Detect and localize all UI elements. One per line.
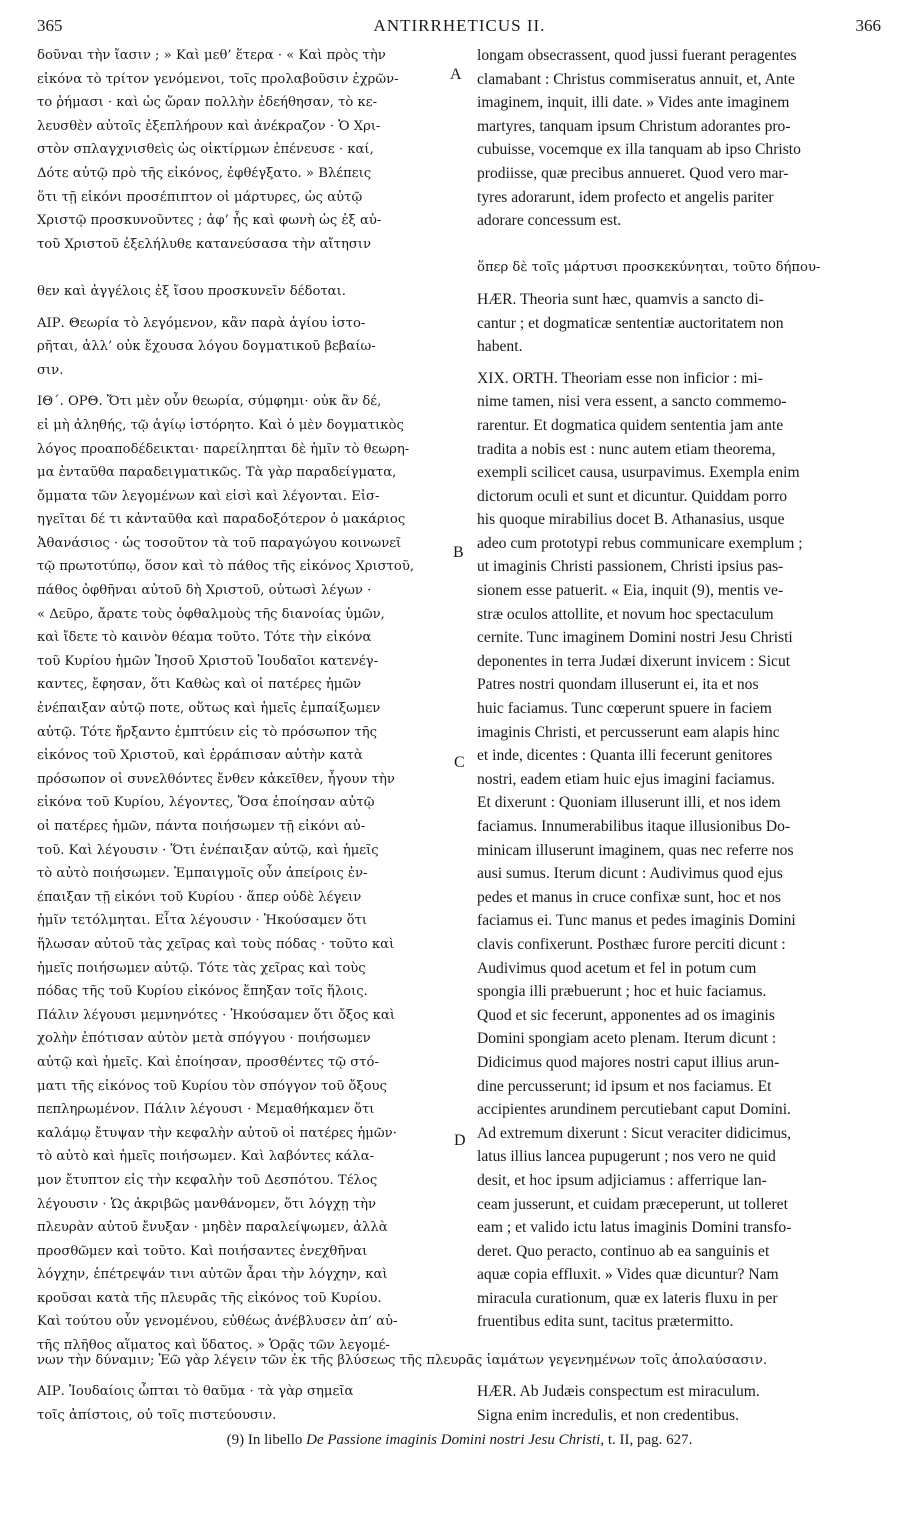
text-line: martyres, tanquam ipsum Christum adorantes pro- [477,117,791,135]
text-line: stræ oculos attollite, et novum hoc spectaculum [477,605,774,623]
margin-marker-d: D [454,1132,466,1149]
text-line: exempli scilicet causa, usurpavimus. Exempla enim [477,464,800,482]
latin-paragraph-1 [477,44,881,233]
text-line: accipientes arundinem percutiebant caput Domini. [477,1101,791,1119]
text-line: ut imaginis Christi passionem, Christi ipsius pas- [477,558,784,576]
text-line: adorare concessum est. [477,212,622,230]
text-line: Quod et sic fecerunt, apponentes ad os imaginis [477,1006,775,1024]
text-line: πάθος ὀφθῆναι αὐτοῦ δὴ Χριστοῦ, οὑτωσὶ λέγων · [37,583,372,599]
text-line: nime tamen, nisi vera essent, a sancto commemo- [477,393,787,411]
page-number-left: 365 [37,16,63,35]
text-line: τὸ αὐτὸ καὶ ἡμεῖς ποιήσωμεν. Καὶ λαβόντες κάλα- [37,1149,375,1165]
latin-paragraph-3 [477,367,881,1334]
text-line: prodiisse, quæ precibus annueret. Quod vero mar- [477,164,789,182]
text-line: faciamus. Innumerabilibus itaque illusionibus Do- [477,818,791,835]
latin-column [477,44,881,1334]
text-line: σιν. [37,362,64,378]
text-line: καλάμῳ ἔτυψαν τὴν κεφαλὴν αὐτοῦ οἱ πατέρες ἡμῶν· [37,1125,397,1141]
text-line: ΑΙΡ. Θεωρία τὸ λεγόμενον, κἂν παρὰ ἁγίου ἱστο- [37,315,366,331]
text-line: sionem esse patuerit. « Eia, inquit (9), mentis ve- [477,582,784,600]
text-line: adeo cum prototypi rebus communicare exemplum ; [477,534,803,552]
greek-spanning-line-1: ὅπερ δὲ τοῖς μάρτυσι προσκεκύνηται, τοῦτο δήπου- [477,260,821,275]
text-line: eam ; et valido ictu latus imaginis Domini transfo- [477,1219,792,1237]
text-line: ἡμεῖς ποιήσωμεν αὐτῷ. Τότε τὰς χεῖρας καὶ τοὺς [37,960,366,976]
text-line: Πάλιν λέγουσι μεμνηνότες · Ἠκούσαμεν ὅτι ὄξος καὶ [37,1007,395,1023]
footnote-title: De Passione imaginis Domini nostri Jesu Christi [306,1432,601,1448]
footnote [0,1432,919,1449]
text-line: ρῆται, ἀλλ’ οὐκ ἔχουσα λόγου δογματικοῦ βεβαίω- [37,339,376,355]
margin-marker-b: B [453,544,464,561]
text-line: λόγος προαποδέδεικται· παρείληπται δὲ ἡμῖν τὸ θεωρη- [37,441,410,457]
greek-spanning-line-2: νων τὴν δύναμιν; Ἐῶ γὰρ λέγειν τῶν ἐκ τῆς βλύσεως τῆς πλευρᾶς ἰαμάτων γεγενημένων τοῖς ἀπολαύσασιν. [37,1353,768,1368]
text-line: πόδας τῆς τοῦ Κυρίου εἰκόνος ἔπηξαν τοῖς ἥλοις. [37,984,368,1000]
text-line: λόγχην, ἐπέτρεψάν τινι αὐτῶν ἆραι τὴν λόγχην, καὶ [37,1267,388,1283]
text-line: μα ἐνταῦθα παραδειγματικῶς. Τὰ γὰρ παραδείγματα, [37,465,397,481]
text-line: το ῥήμασι · καὶ ὡς ὥραν πολλὴν ἐδεήθησαν, τὸ κε- [37,95,378,111]
text-line: XIX. ORTH. Theoriam esse non inficior : mi- [477,369,763,387]
text-line: cubuisse, vocemque ex illa tanquam ab ipso Christo [477,141,801,159]
text-line: Ἀθανάσιος · ὡς τοσοῦτον τὰ τοῦ παραγώγου κοινωνεῖ [37,535,402,551]
text-line: ausi sumus. Iterum dicunt : Audivimus quod ejus [477,865,783,883]
text-line: dine percusserunt; id ipsum et nos faciamus. Et [477,1077,772,1095]
text-line: λευσθὲν αὐτοῖς ἐξεπλήρουν καὶ ἀνέκραζον · Ὁ Χρι- [37,118,381,134]
greek-column [37,44,459,1358]
text-line: « Δεῦρο, ἄρατε τοὺς ὀφθαλμοὺς τῆς διανοίας ὑμῶν, [37,606,385,622]
footnote-suffix: , t. II, pag. 627. [600,1432,693,1448]
text-line: τοῦ. Καὶ λέγουσιν · Ὅτι ἐνέπαιξαν αὐτῷ, καὶ ἡμεῖς [37,842,379,858]
text-line: λέγουσιν · Ὡς ἀκριβῶς μανθάνομεν, ὅτι λόγχῃ τὴν [37,1196,377,1212]
text-line: imaginis Christi, et percusserunt eam alapis hinc [477,723,780,741]
text-line: deret. Quo peracto, continuo ab ea sanguinis et [477,1242,770,1260]
text-line: faciamus ei. Tunc manus et pedes imaginis Domini [477,912,796,930]
text-line: cantur ; et dogmaticæ sententiæ auctoritatem non [477,314,784,332]
text-line: οἱ πατέρες ἡμῶν, πάντα ποιήσωμεν τῇ εἰκόνι αὐ- [37,819,366,834]
text-line: πρόσωπον οἱ συνελθόντες ἔνθεν κἀκεῖθεν, ἦγουν τὴν [37,771,395,787]
text-line: μον ἔτυπτον εἰς τὴν κεφαλὴν τοῦ Δεσπότου. Τέλος [37,1172,378,1188]
text-line: ὅτι τῇ εἰκόνι προσέπιπτον οἱ μάρτυρες, ὡς αὐτῷ [37,189,363,205]
page-number-right: 366 [855,16,881,35]
greek-span-placeholder [37,256,459,280]
greek-paragraph-1-end: θεν καὶ ἀγγέλοις ἐξ ἴσου προσκυνεῖν δέδοται. [37,283,346,299]
text-line: ἡμῖν τετόλμηται. Εἶτα λέγουσιν · Ἠκούσαμεν ὅτι [37,913,368,929]
text-line: Δότε αὐτῷ πρὸ τῆς εἰκόνος, ἐφθέγξατο. » Βλέπεις [37,165,372,181]
text-line: Χριστῷ προσκυνοῦντες ; ἀφ’ ἧς καὶ φωνὴ ὡς ἐξ αὐ- [37,213,382,229]
text-line: έπαιξαν τῇ εἰκόνι τοῦ Κυρίου · ἅπερ οὐδὲ λέγειν [37,889,362,905]
text-line: minicam illuserunt imaginem, quas nec referre nos [477,841,794,859]
latin-paragraph-4 [477,1380,881,1427]
text-line: desit, et hoc ipsum adjiciamus : afferrique lan- [477,1171,767,1189]
running-title: ANTIRRHETICUS II. [373,16,546,35]
margin-marker-c: C [454,754,465,771]
text-line: Domini spongiam aceto plenam. Iterum dicunt : [477,1030,777,1048]
text-line: imaginem, inquit, illi date. » Vides ante imaginem [477,94,790,112]
text-line: clamabant : Christus commiseratus annuit, et, Ante [477,70,795,88]
text-line: εἰ μὴ ἀληθής, τῷ ἁγίῳ ἱστόρητο. Καὶ ὁ μὲν δογματικὸς [37,417,404,433]
greek-paragraph-1 [37,44,459,256]
text-line: τοῦ Κυρίου ἡμῶν Ἰησοῦ Χριστοῦ Ἰουδαῖοι κατενέγ- [37,653,379,669]
text-line: spongia illi præbuerunt ; hoc et huic faciamus. [477,983,767,1001]
text-line: χολὴν ἐπότισαν αὐτὸν μετὰ σπόγγου · ποιήσωμεν [37,1031,371,1047]
greek-paragraph-4 [37,1380,459,1427]
text-line: clavis confixerunt. Posthæc furore perciti dicunt : [477,935,786,953]
text-line: his quoque mirabilius docet B. Athanasius, usque [477,511,785,529]
text-line: ceam jusserunt, et cuidam præceperunt, ut tolleret [477,1195,788,1213]
text-line: καντες, ἔφησαν, ὅτι Καθὼς καὶ οἱ πατέρες ἡμῶν [37,677,362,693]
text-line: ΑΙΡ. Ἰουδαίοις ὦπται τὸ θαῦμα · τὰ γὰρ σημεῖα [37,1384,354,1399]
text-line: latus illius lancea pupugerunt ; nos vero ne quid [477,1148,776,1166]
text-line: cernite. Tunc imaginem Domini nostri Jesu Christi [477,629,793,647]
text-line: huic faciamus. Tunc cœperunt spuere in faciem [477,700,772,718]
text-line: aquæ copia effluxit. » Vides quæ dicuntur? Nam [477,1266,779,1284]
text-line: tradita a nobis est : nunc autem etiam theorema, [477,440,776,458]
text-line: Καὶ τούτου οὖν γενομένου, εὐθέως ἀνέβλυσεν ἀπ’ αὐ- [37,1314,398,1330]
text-line: ἥλωσαν αὐτοῦ τὰς χεῖρας καὶ τοὺς πόδας · τοῦτο καὶ [37,936,395,952]
text-line: Et dixerunt : Quoniam illuserunt illi, et nos idem [477,794,781,812]
greek-paragraph-3 [37,390,459,1357]
text-line: κροῦσαι κατὰ τῆς πλευρᾶς τῆς εἰκόνος τοῦ Κυρίου. [37,1290,382,1306]
text-line: Didicimus quod majores nostri caput illius arun- [477,1053,780,1071]
text-line: ηγεῖται δέ τι κἀνταῦθα καὶ παραδοξότερον ὁ μακάριος [37,512,406,528]
text-line: tyres adorarunt, idem profecto et angelis pariter [477,188,774,206]
text-line: ἐνέπαιξαν αὐτῷ ποτε, οὕτως καὶ ἡμεῖς ἐμπαίξωμεν [37,701,381,717]
text-line: Signa enim incredulis, et non credentibus. [477,1406,740,1424]
text-line: HÆR. Ab Judæis conspectum est miraculum. [477,1383,760,1400]
latin-paragraph-2 [477,288,881,359]
text-line: nostri, eadem etiam huic ejus imagini faciamus. [477,770,775,788]
text-line: δοῦναι τὴν ἴασιν ; » Καὶ μεθ’ ἕτερα · « Καὶ πρὸς τὴν [37,48,386,63]
text-line: τῆς πλῆθος αἵματος καὶ ὕδατος. » Ὁρᾷς τῶν λεγομέ- [37,1338,390,1354]
text-line: pedes et manus in cruce confixæ sunt, hoc et nos [477,888,782,906]
text-line: εἰκόνα τοῦ Κυρίου, λέγοντες, Ὅσα ἐποίησαν αὐτῷ [37,795,375,811]
text-line: Audivimus quod acetum et fel in potum cum [477,959,757,977]
text-line: habent. [477,338,523,356]
margin-marker-a: A [450,66,462,83]
text-line: miracula curationum, quæ ex lateris fluxu in per [477,1289,778,1307]
text-line: deponentes in terra Judæi dixerunt invicem : Sicut [477,652,791,670]
text-line: HÆR. Theoria sunt hæc, quamvis a sancto di- [477,290,764,308]
text-line: longam obsecrassent, quod jussi fuerant peragentes [477,47,797,64]
text-line: Patres nostri quondam illuserunt ei, ita et nos [477,676,759,694]
text-line: τοῖς ἀπίστοις, οὐ τοῖς πιστεύουσιν. [37,1407,277,1423]
text-line: πλευρὰν αὐτοῦ ἔνυξαν · μηδὲν παραλείψωμεν, ἀλλὰ [37,1220,388,1236]
text-line: τὸ αὐτὸ ποιήσωμεν. Ἐμπαιγμοῖς οὖν ἀπείροις ἐν- [37,866,368,882]
text-line: ὄμματα τῶν λεγομένων καὶ εἰσὶ καὶ λέγονται. Εἰσ- [37,488,380,504]
text-line: τῷ πρωτοτύπῳ, ὅσον καὶ τὸ πάθος τῆς εἰκόνος Χριστοῦ, [37,559,415,575]
page-header [0,16,919,46]
text-line: ΙΘ΄. ΟΡΘ. Ὅτι μὲν οὖν θεωρία, σύμφημι· οὐκ ἂν δέ, [37,394,382,410]
text-line: fruentibus edita sunt, tacitus prætermitto. [477,1313,734,1331]
text-line: πεπληρωμένον. Πάλιν λέγουσι · Μεμαθήκαμεν ὅτι [37,1102,375,1118]
footnote-prefix: (9) In libello [226,1432,307,1448]
text-line: αὐτῷ. Τότε ἤρξαντο ἐμπτύειν εἰς τὸ πρόσωπον τῆς [37,724,378,740]
text-line: προσθῶμεν καὶ τοῦτο. Καὶ ποιήσαντες ἐνεχθῆναι [37,1243,368,1259]
text-line: ματι τῆς εἰκόνος τοῦ Κυρίου τὸν σπόγγον τοῦ ὄξους [37,1078,387,1094]
text-line: τοῦ Χριστοῦ ἐξελήλυθε κατανεύσασα τὴν αἴτησιν [37,236,372,252]
text-line: εἰκόνος τοῦ Χριστοῦ, καὶ ἐρράπισαν αὐτὴν κατὰ [37,748,363,764]
text-line: rarentur. Et dogmatica quidem sententia jam ante [477,416,784,434]
text-line: αὐτῷ καὶ ἡμεῖς. Καὶ ἐποίησαν, προσθέντες τῷ στό- [37,1054,379,1070]
text-line: Ad extremum dixerunt : Sicut veraciter didicimus, [477,1124,791,1142]
text-line: et inde, dicentes : Quanta illi fecerunt genitores [477,747,773,765]
text-line: dictorum oculi et sunt et dicuntur. Quiddam porro [477,487,788,505]
greek-paragraph-2 [37,312,459,383]
text-line: εἰκόνα τὸ τρίτον γενόμενοι, τοῖς προλαβοῦσιν ἐχρῶν- [37,71,399,87]
text-line: στὸν σπλαγχνισθεὶς ὡς οἰκτίρμων ἐπένευσε · καί, [37,142,374,158]
text-line: καὶ ἴδετε τὸ καινὸν θέαμα τοῦτο. Τότε τὴν εἰκόνα [37,630,372,646]
